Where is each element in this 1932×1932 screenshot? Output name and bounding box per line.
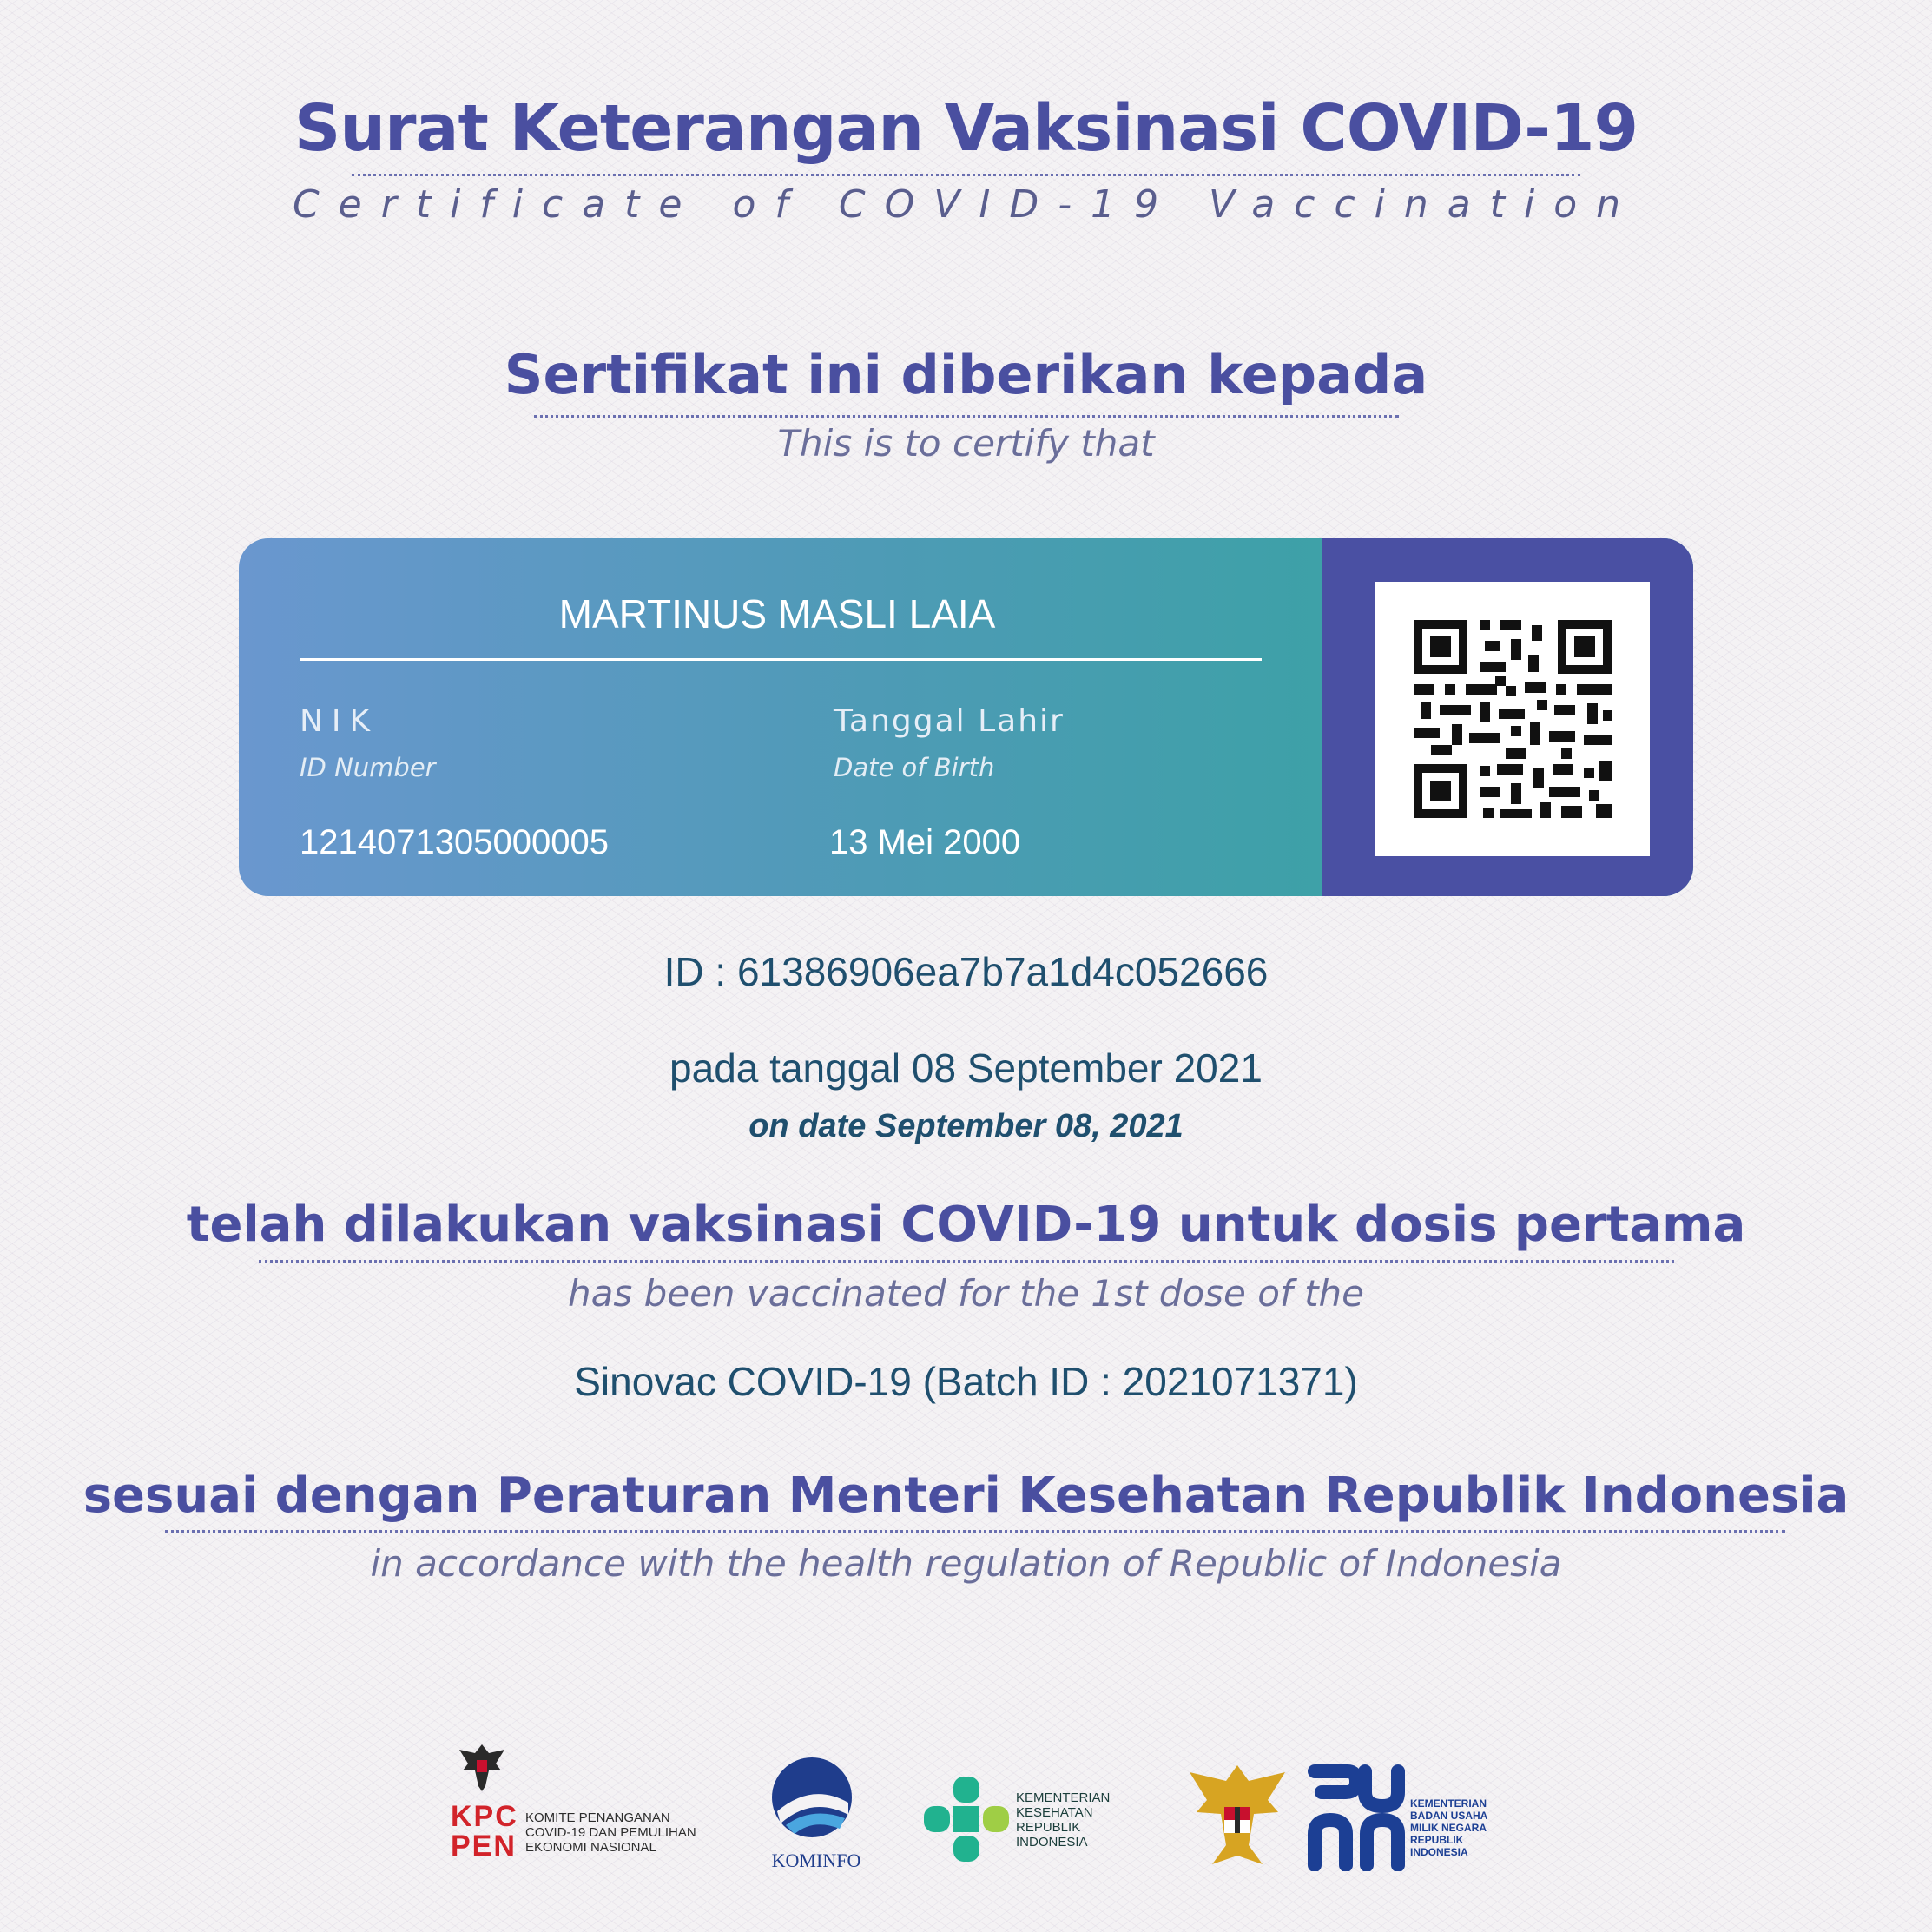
dob-label: Tanggal Lahir: [834, 703, 1065, 739]
kominfo-logo-icon: [768, 1754, 855, 1841]
vaccinated-divider: [259, 1260, 1674, 1263]
dob-label-en: Date of Birth: [834, 753, 995, 782]
kpcpen-text-1: KOMITE PENANGANAN: [525, 1810, 670, 1825]
kpcpen-mark-2: PEN: [451, 1830, 517, 1863]
qr-code-icon: [1375, 582, 1650, 856]
kominfo-logo: [760, 1754, 873, 1884]
name-underline: [300, 658, 1262, 661]
holder-name: MARTINUS MASLI LAIA: [558, 591, 996, 636]
kpcpen-mark-1: KPC: [451, 1800, 518, 1833]
garuda-emblem-icon: [1181, 1758, 1294, 1876]
kemenkes-text-4: INDONESIA: [1016, 1835, 1088, 1850]
qr-panel: [1322, 538, 1693, 896]
title-divider: [352, 174, 1580, 176]
regulation-heading: sesuai dengan Peraturan Menteri Kesehatan Republik Indonesia: [82, 1467, 1850, 1524]
bumn-text-5: INDONESIA: [1410, 1846, 1468, 1858]
vaccination-date-en: on date September 08, 2021: [748, 1108, 1184, 1144]
garuda-emblem-icon: [456, 1741, 508, 1795]
certificate-subtitle: Certificate of COVID-19 Vaccination: [292, 182, 1640, 227]
dob-value: 13 Mei 2000: [829, 823, 1021, 861]
nik-value: 1214071305000005: [300, 823, 609, 861]
certificate-id: ID : 61386906ea7b7a1d4c052666: [663, 949, 1269, 994]
vaccinated-subheading: has been vaccinated for the 1st dose of the: [567, 1272, 1364, 1315]
kemenkes-logo-icon: [919, 1771, 1014, 1867]
bumn-text-3: MILIK NEGARA: [1410, 1822, 1487, 1834]
nik-label-en: ID Number: [300, 753, 436, 782]
vaccinated-heading: telah dilakukan vaksinasi COVID-19 untuk dosis pertama: [186, 1197, 1746, 1253]
vaccination-date: pada tanggal 08 September 2021: [669, 1045, 1263, 1091]
vaccine-batch: Sinovac COVID-19 (Batch ID : 2021071371): [574, 1359, 1358, 1404]
bumn-text-4: REPUBLIK: [1410, 1834, 1464, 1846]
kominfo-text: KOMINFO: [771, 1850, 861, 1871]
bumn-text-2: BADAN USAHA: [1410, 1810, 1488, 1822]
given-to-subheading: This is to certify that: [777, 422, 1155, 465]
identity-card: [239, 538, 1693, 896]
regulation-divider: [165, 1530, 1785, 1533]
kemenkes-text-3: REPUBLIK: [1016, 1820, 1081, 1835]
nik-label: NIK: [300, 703, 379, 739]
bumn-text-1: KEMENTERIAN: [1410, 1797, 1487, 1810]
kemenkes-text-1: KEMENTERIAN: [1016, 1790, 1111, 1805]
kpcpen-text-2: COVID-19 DAN PEMULIHAN: [525, 1825, 696, 1840]
kpcpen-text-3: EKONOMI NASIONAL: [525, 1840, 656, 1855]
bumn-logo: [1304, 1763, 1504, 1876]
given-to-heading: Sertifikat ini diberikan kepada: [504, 343, 1428, 406]
regulation-subheading: in accordance with the health regulation of Republic of Indonesia: [370, 1542, 1562, 1585]
certificate-title: Surat Keterangan Vaksinasi COVID-19: [294, 91, 1638, 166]
bumn-logo-icon: [1304, 1763, 1408, 1871]
kemenkes-text-2: KESEHATAN: [1016, 1805, 1093, 1820]
kpcpen-logo: [447, 1741, 725, 1880]
given-to-divider: [534, 415, 1399, 418]
kemenkes-logo: [919, 1771, 1127, 1876]
